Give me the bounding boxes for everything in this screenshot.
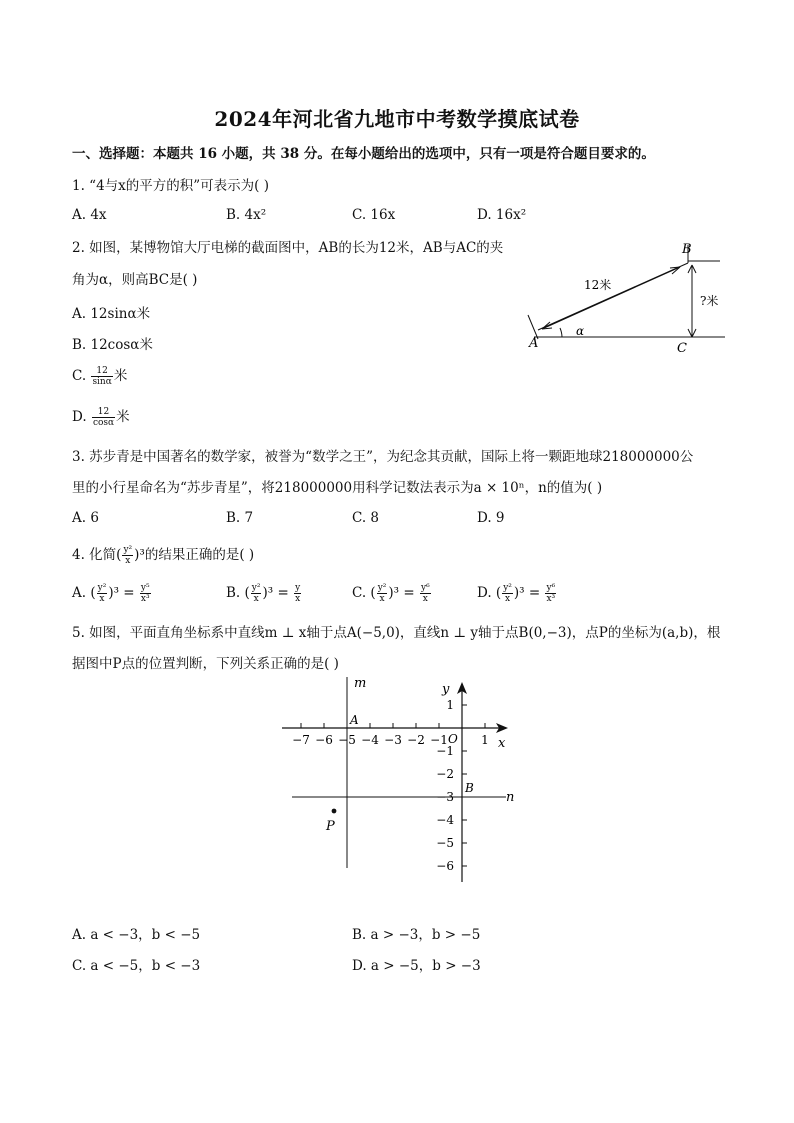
q4-stem-prefix: 4. 化简( <box>72 547 122 563</box>
q2-option-d-label: D. <box>72 409 87 425</box>
angle-arc <box>560 328 562 337</box>
y-tick-label: −3 <box>436 790 454 804</box>
line-m-label: m <box>354 676 367 691</box>
q3-option-b: B. 7 <box>226 510 254 526</box>
x-tick-label: −4 <box>361 733 379 747</box>
q4-option-c: C. ( $\frac{\text{y²}}{x}$ )³ = $\frac{\text{y⁶}}{x}$ <box>352 583 430 604</box>
rhs-fraction <box>545 583 556 604</box>
lhs-fraction <box>377 583 388 604</box>
x-tick-label: 1 <box>481 733 489 747</box>
q2-option-a: A. 12sinα米 <box>72 306 151 322</box>
point-b-label: B <box>465 781 474 795</box>
q5-coordinate-figure <box>270 672 530 892</box>
rhs-fraction <box>294 583 301 604</box>
q2-option-c <box>72 364 127 387</box>
x-tick-label: −1 <box>430 733 448 747</box>
origin-label: O <box>448 732 458 746</box>
q3-stem-line2: 里的小行星命名为“苏步青星”，将218000000用科学记数法表示为a × 10ⁿ，n的值为( ) <box>72 480 603 496</box>
fraction-denominator: x <box>295 594 301 604</box>
q4-option-a: A. ( $\frac{\text{y²}}{x}$ )³ = $\frac{\text{y⁵}}{\text{x³}}$ <box>72 583 150 604</box>
q2-option-b: B. 12cosα米 <box>72 337 153 353</box>
q4-stem-fraction <box>122 545 133 566</box>
option-label: B. <box>226 585 241 601</box>
rhs-fraction <box>140 583 151 604</box>
q2-option-c-fraction <box>91 366 112 387</box>
fraction-numerator: y <box>295 583 301 593</box>
point-c-label: C <box>677 341 687 356</box>
x-tick-label: −5 <box>338 733 356 747</box>
fraction-numerator: y⁶ <box>546 583 556 593</box>
q1-option-c: C. 16x <box>352 207 396 223</box>
y-tick-label: −4 <box>436 813 454 827</box>
y-axis-label: y <box>442 682 450 697</box>
q5-option-d: D. a > −5，b > −3 <box>352 958 481 974</box>
x-axis-label: x <box>498 736 506 751</box>
x-tick-label: −6 <box>315 733 333 747</box>
page-title: 2024年河北省九地市中考数学摸底试卷 <box>214 107 580 131</box>
angle-alpha-label: α <box>576 324 585 338</box>
q4-stem-suffix: )³的结果正确的是( ) <box>134 547 255 563</box>
unit-label: 米 <box>116 409 130 425</box>
q4-option-b: B. ( $\frac{\text{y²}}{x}$ )³ = $\frac{y}{x}$ <box>226 583 301 604</box>
x-tick-label: −3 <box>384 733 402 747</box>
lhs-fraction <box>502 583 513 604</box>
q2-option-d <box>72 405 130 428</box>
q4-stem <box>72 545 254 566</box>
q3-stem-line1: 3. 苏步青是中国著名的数学家，被誉为“数学之王”，为纪念其贡献，国际上将一颗距地球218000000公 <box>72 449 694 465</box>
option-label: C. <box>352 585 367 601</box>
fraction-numerator: y² <box>377 583 387 593</box>
point-a-label: A <box>529 336 539 351</box>
fraction-numerator: y² <box>251 583 261 593</box>
fraction-numerator: y⁶ <box>420 583 430 593</box>
q1-option-a: A. 4x <box>72 207 107 223</box>
y-tick-label: −2 <box>436 767 454 781</box>
q2-escalator-figure <box>520 235 730 360</box>
fraction-denominator: x³ <box>546 594 556 604</box>
fraction-numerator: 12 <box>91 366 112 377</box>
q4-option-d: D. ( $\frac{\text{y²}}{x}$ )³ = $\frac{\text{y⁶}}{\text{x³}}$ <box>477 583 556 604</box>
x-tick-label: −7 <box>292 733 310 747</box>
section-heading: 一、选择题：本题共 16 小题，共 38 分。在每小题给出的选项中，只有一项是符合题目要求的。 <box>72 146 655 162</box>
q2-stem-line1: 2. 如图，某博物馆大厅电梯的截面图中，AB的长为12米，AB与AC的夹 <box>72 240 504 256</box>
height-bc-label: ?米 <box>700 294 719 308</box>
q5-option-b: B. a > −3，b > −5 <box>352 927 481 943</box>
q2-stem-line2: 角为α，则高BC是( ) <box>72 272 198 288</box>
q1-option-b: B. 4x² <box>226 207 267 223</box>
q1-option-d: D. 16x² <box>477 207 527 223</box>
fraction-denominator: x³ <box>140 594 150 604</box>
fraction-denominator: sinα <box>92 377 112 387</box>
fraction-numerator: y⁵ <box>140 583 150 593</box>
q5-option-a: A. a < −3，b < −5 <box>72 927 201 943</box>
rhs-fraction <box>420 583 431 604</box>
option-label: A. <box>72 585 87 601</box>
x-tick-label: −2 <box>407 733 425 747</box>
q2-option-d-fraction <box>92 407 115 428</box>
dimension-arrow-line <box>542 267 680 329</box>
fraction-numerator: y² <box>503 583 512 593</box>
q5-stem-line2: 据图中P点的位置判断，下列关系正确的是( ) <box>72 656 339 672</box>
point-p <box>332 809 337 814</box>
fraction-numerator: 12 <box>92 407 115 418</box>
unit-label: 米 <box>113 368 128 384</box>
x-axis-ticks <box>292 723 489 747</box>
fraction-numerator: y² <box>97 583 107 593</box>
length-ab-label: 12米 <box>584 278 612 292</box>
q2-option-c-label: C. <box>72 368 87 384</box>
lhs-fraction <box>97 583 108 604</box>
q3-option-a: A. 6 <box>72 510 99 526</box>
q1-stem: 1. “4与x的平方的积”可表示为( ) <box>72 178 270 194</box>
y-tick-label: −5 <box>436 836 454 850</box>
fraction-denominator: x <box>253 594 259 604</box>
fraction-denominator: cosα <box>92 418 115 428</box>
fraction-denominator: x <box>99 594 105 604</box>
point-p-label: P <box>326 819 335 834</box>
y-tick-label: 1 <box>446 698 454 712</box>
q5-option-c: C. a < −5，b < −3 <box>72 958 201 974</box>
y-tick-label: −1 <box>436 744 454 758</box>
option-label: D. <box>477 585 492 601</box>
line-n-label: n <box>506 790 515 805</box>
q5-stem-line1: 5. 如图，平面直角坐标系中直线m ⊥ x轴于点A(−5,0)，直线n ⊥ y轴于点B(0,−3)，点P的坐标为(a,b)，根 <box>72 625 721 641</box>
fraction-denominator: x <box>422 594 428 604</box>
q3-option-c: C. 8 <box>352 510 380 526</box>
q3-option-d: D. 9 <box>477 510 505 526</box>
lhs-fraction <box>251 583 262 604</box>
point-b-label: B <box>682 242 692 257</box>
y-tick-label: −6 <box>436 859 454 873</box>
fraction-numerator: y² <box>123 545 133 555</box>
fraction-denominator: x <box>125 556 131 566</box>
fraction-denominator: x <box>505 594 511 604</box>
fraction-denominator: x <box>379 594 385 604</box>
point-a-label: A <box>350 713 359 727</box>
